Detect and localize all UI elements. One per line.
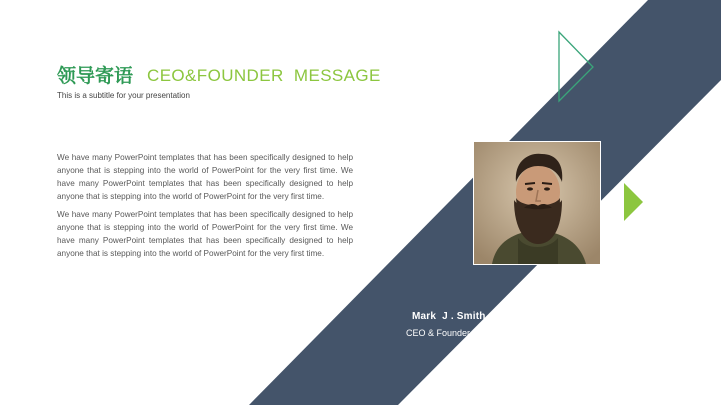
message-paragraph-1: We have many PowerPoint templates that has been specifically designed to help anyone that is stepping into the world of PowerPoint for the very first time. We have many PowerPoint templates that has been specifically designed to help anyone that is stepping into the world of PowerPoint for the very first time. [57,153,353,201]
ceo-name: Mark J . Smith [412,311,486,322]
message-body [57,151,353,265]
title [57,64,381,88]
ceo-role: CEO & Founder [406,328,471,338]
message-paragraph-2: We have many PowerPoint templates that has been specifically designed to help anyone that is stepping into the world of PowerPoint for the very first time. We have many PowerPoint templates that has been specifically designed to help anyone that is stepping into the world of PowerPoint for the very first time. [57,210,353,258]
subtitle: This is a subtitle for your presentation [57,91,190,100]
title-chinese: 领导寄语 [57,65,134,87]
title-english: CEO&FOUNDER MESSAGE [147,66,381,85]
green-triangle-icon [624,183,643,221]
portrait-image [474,142,600,264]
ceo-photo [473,141,601,265]
